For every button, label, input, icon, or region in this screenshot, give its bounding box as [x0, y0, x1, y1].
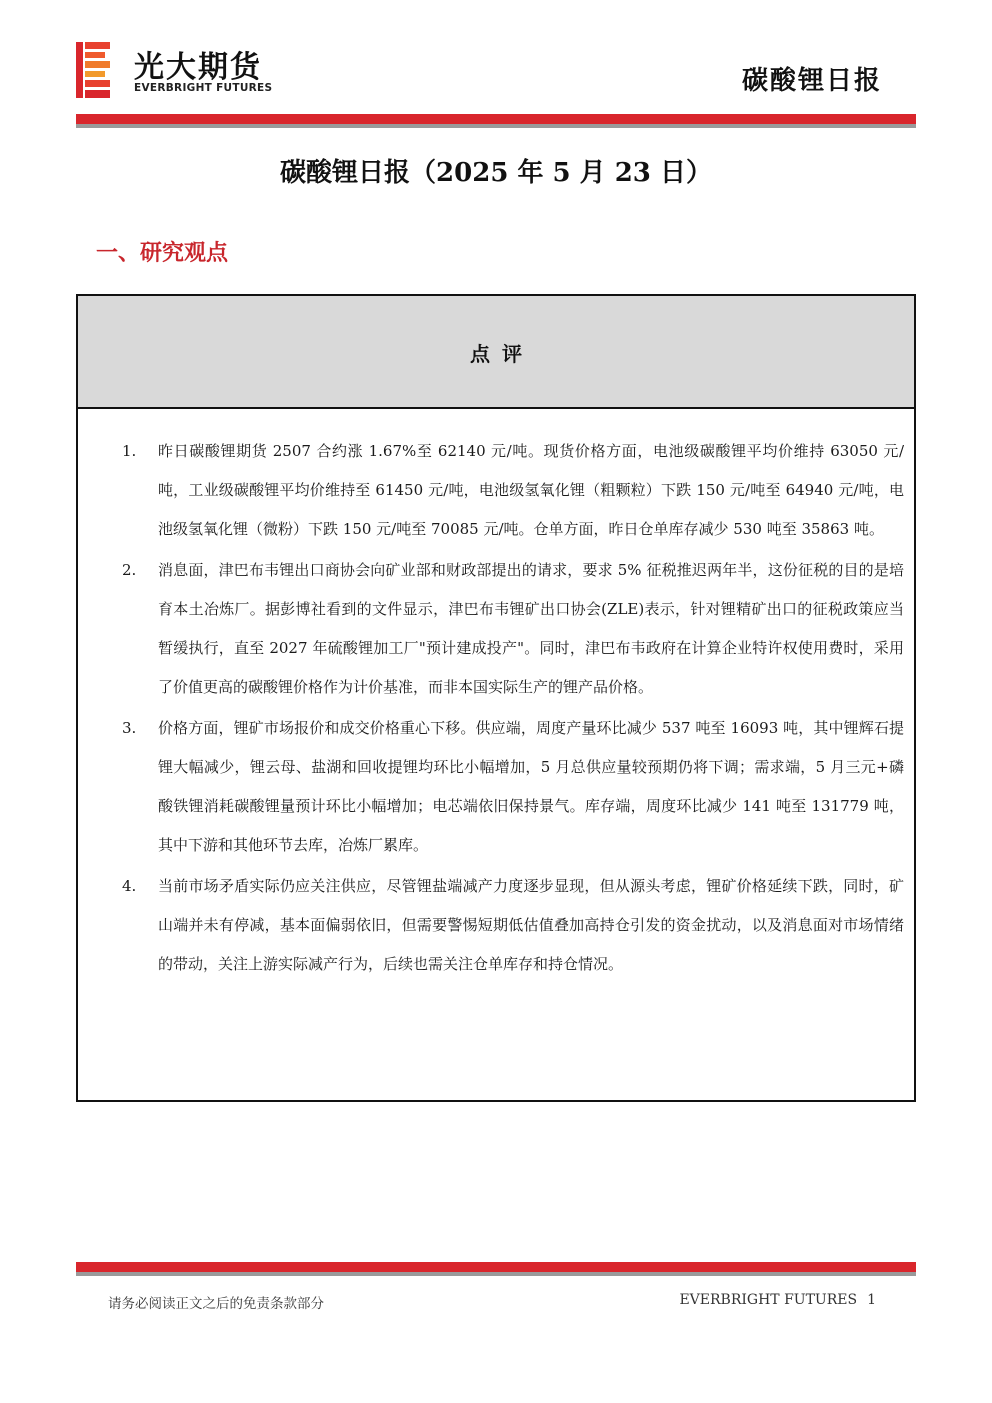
- comment-box-label: 点评: [470, 342, 534, 366]
- footer-divider: [76, 1262, 916, 1276]
- header-divider-gray: [76, 124, 916, 128]
- header-divider-red: [76, 114, 916, 124]
- document-title: 碳酸锂日报（2025 年 5 月 23 日）: [280, 158, 712, 188]
- comment-item-number: 4.: [122, 877, 137, 895]
- footer-company-page: [679, 1292, 876, 1308]
- logo-english-name: EVERBRIGHT FUTURES: [134, 82, 273, 94]
- comment-item-1: [122, 432, 904, 549]
- comment-item-number: 2.: [122, 561, 137, 579]
- comment-item-4: [122, 867, 904, 984]
- comment-item-number: 3.: [122, 719, 137, 737]
- comment-box-header: [78, 296, 914, 409]
- footer-divider-red: [76, 1262, 916, 1272]
- header-divider: [76, 114, 916, 128]
- comment-item-3: [122, 709, 904, 865]
- page-header: [0, 0, 992, 130]
- report-type-tag: 碳酸锂日报: [741, 66, 882, 96]
- comment-item-text: 价格方面，锂矿市场报价和成交价格重心下移。供应端，周度产量环比减少 537 吨至 16093 吨，其中锂辉石提锂大幅减少，锂云母、盐湖和回收提锂均环比小幅增加，5 月总供应量较预期仍将下调；需求端，5 月三元+磷酸铁锂消耗碳酸锂量预计环比小幅增加；电芯端依旧保持景气。库存端，周度环比减少 141 吨至 131779 吨，其中下游和其他环节去库，冶炼厂累库。: [158, 719, 904, 854]
- footer-company-name: EVERBRIGHT FUTURES: [679, 1292, 858, 1308]
- comment-item-text: 昨日碳酸锂期货 2507 合约涨 1.67%至 62140 元/吨。现货价格方面，电池级碳酸锂平均价维持 63050 元/吨，工业级碳酸锂平均价维持至 61450 元/吨，电池级氢氧化锂（粗颗粒）下跌 150 元/吨至 64940 元/吨，电池级氢氧化锂（微粉）下跌 150 元/吨至 70085 元/吨。仓单方面，昨日仓单库存减少 530 吨至 35863 吨。: [158, 442, 904, 538]
- comment-item-2: [122, 551, 904, 707]
- comment-item-number: 1.: [122, 442, 137, 460]
- logo-chinese-name: 光大期货: [134, 50, 262, 85]
- comment-box: [76, 294, 916, 1102]
- company-logo: [76, 40, 296, 100]
- everbright-logo-icon: [76, 42, 110, 98]
- comment-item-text: 当前市场矛盾实际仍应关注供应，尽管锂盐端减产力度逐步显现，但从源头考虑，锂矿价格延续下跌，同时，矿山端并未有停减，基本面偏弱依旧，但需要警惕短期低估值叠加高持仓引发的资金扰动，以及消息面对市场情绪的带动，关注上游实际减产行为，后续也需关注仓单库存和持仓情况。: [158, 877, 904, 973]
- page-number: 1: [867, 1292, 876, 1308]
- footer-disclaimer: 请务必阅读正文之后的免责条款部分: [108, 1296, 324, 1312]
- footer-divider-gray: [76, 1272, 916, 1276]
- section-heading-research-view: 一、研究观点: [96, 240, 229, 266]
- comment-box-body: [78, 432, 914, 986]
- comment-item-text: 消息面，津巴布韦锂出口商协会向矿业部和财政部提出的请求，要求 5% 征税推迟两年半，这份征税的目的是培育本土冶炼厂。据彭博社看到的文件显示，津巴布韦锂矿出口协会(ZLE)表示，针对锂精矿出口的征税政策应当暂缓执行，直至 2027 年硫酸锂加工厂"预计建成投产"。同时，津巴布韦政府在计算企业特许权使用费时，采用了价值更高的碳酸锂价格作为计价基准，而非本国实际生产的锂产品价格。: [158, 561, 904, 696]
